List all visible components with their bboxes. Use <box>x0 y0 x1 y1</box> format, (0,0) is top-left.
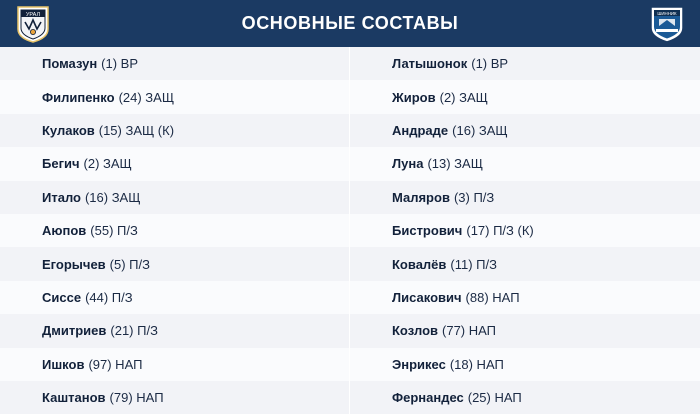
list-item <box>0 181 349 214</box>
list-item <box>350 80 700 113</box>
page-header <box>0 0 700 47</box>
player-name: Маляров <box>392 189 450 205</box>
player-meta: (79) НАП <box>109 390 164 406</box>
list-item <box>350 314 700 347</box>
player-name: Луна <box>392 156 424 172</box>
player-meta: (11) П/З <box>450 256 497 272</box>
list-item <box>0 114 349 147</box>
player-name: Ишков <box>42 356 85 372</box>
list-item <box>0 314 349 347</box>
player-name: Итало <box>42 189 81 205</box>
player-meta: (97) НАП <box>88 356 143 372</box>
player-name: Кулаков <box>42 122 95 138</box>
list-item <box>350 281 700 314</box>
player-name: Фернандес <box>392 390 464 406</box>
list-item <box>0 281 349 314</box>
list-item <box>350 47 700 80</box>
player-meta: (2) ЗАЩ <box>83 156 132 172</box>
player-meta: (88) НАП <box>465 289 520 305</box>
player-name: Латышонок <box>392 56 468 72</box>
player-meta: (24) ЗАЩ <box>118 89 175 105</box>
list-item <box>350 114 700 147</box>
player-name: Бегич <box>42 156 80 172</box>
player-meta: (18) НАП <box>449 356 504 372</box>
player-name: Аюпов <box>42 223 87 239</box>
player-name: Бистрович <box>392 223 463 239</box>
list-item <box>0 47 349 80</box>
player-meta: (15) ЗАЩ (К) <box>98 122 175 138</box>
player-meta: (1) ВР <box>101 56 139 72</box>
player-name: Ковалёв <box>392 256 447 272</box>
shinnik-club-crest-icon <box>648 5 686 43</box>
svg-text:ШИННИК: ШИННИК <box>657 11 677 16</box>
list-item <box>0 80 349 113</box>
player-name: Козлов <box>392 323 439 339</box>
list-item <box>350 214 700 247</box>
list-item <box>0 348 349 381</box>
player-name: Андраде <box>392 122 449 138</box>
player-meta: (55) П/З <box>90 223 138 239</box>
list-item <box>0 147 349 180</box>
player-meta: (25) НАП <box>467 390 522 406</box>
list-item <box>0 381 349 414</box>
player-meta: (17) П/З (К) <box>466 223 534 239</box>
player-meta: (16) ЗАЩ <box>452 122 508 138</box>
player-name: Егорычев <box>42 256 106 272</box>
list-item <box>350 381 700 414</box>
away-team-lineup <box>350 47 700 415</box>
player-name: Помазун <box>42 56 98 72</box>
player-meta: (13) ЗАЩ <box>427 156 483 172</box>
page-title: ОСНОВНЫЕ СОСТАВЫ <box>241 13 459 33</box>
lineups-container <box>0 47 700 415</box>
svg-text:УРАЛ: УРАЛ <box>25 12 41 18</box>
player-name: Дмитриев <box>42 323 107 339</box>
player-meta: (21) П/З <box>110 323 158 339</box>
player-name: Сиссе <box>42 289 82 305</box>
player-meta: (16) ЗАЩ <box>84 189 141 205</box>
player-meta: (1) ВР <box>471 56 509 72</box>
list-item <box>350 181 700 214</box>
home-team-lineup <box>0 47 350 415</box>
player-name: Каштанов <box>42 390 106 406</box>
ural-club-crest-icon <box>14 5 52 43</box>
list-item <box>350 348 700 381</box>
list-item <box>350 147 700 180</box>
list-item <box>350 247 700 280</box>
player-meta: (3) П/З <box>453 189 495 205</box>
player-name: Филипенко <box>42 89 115 105</box>
player-meta: (5) П/З <box>109 256 150 272</box>
player-meta: (77) НАП <box>442 323 497 339</box>
list-item <box>0 214 349 247</box>
player-meta: (44) П/З <box>85 289 133 305</box>
player-meta: (2) ЗАЩ <box>439 89 488 105</box>
player-name: Энрикес <box>392 356 446 372</box>
list-item <box>0 247 349 280</box>
player-name: Лисакович <box>392 289 462 305</box>
player-name: Жиров <box>392 89 436 105</box>
